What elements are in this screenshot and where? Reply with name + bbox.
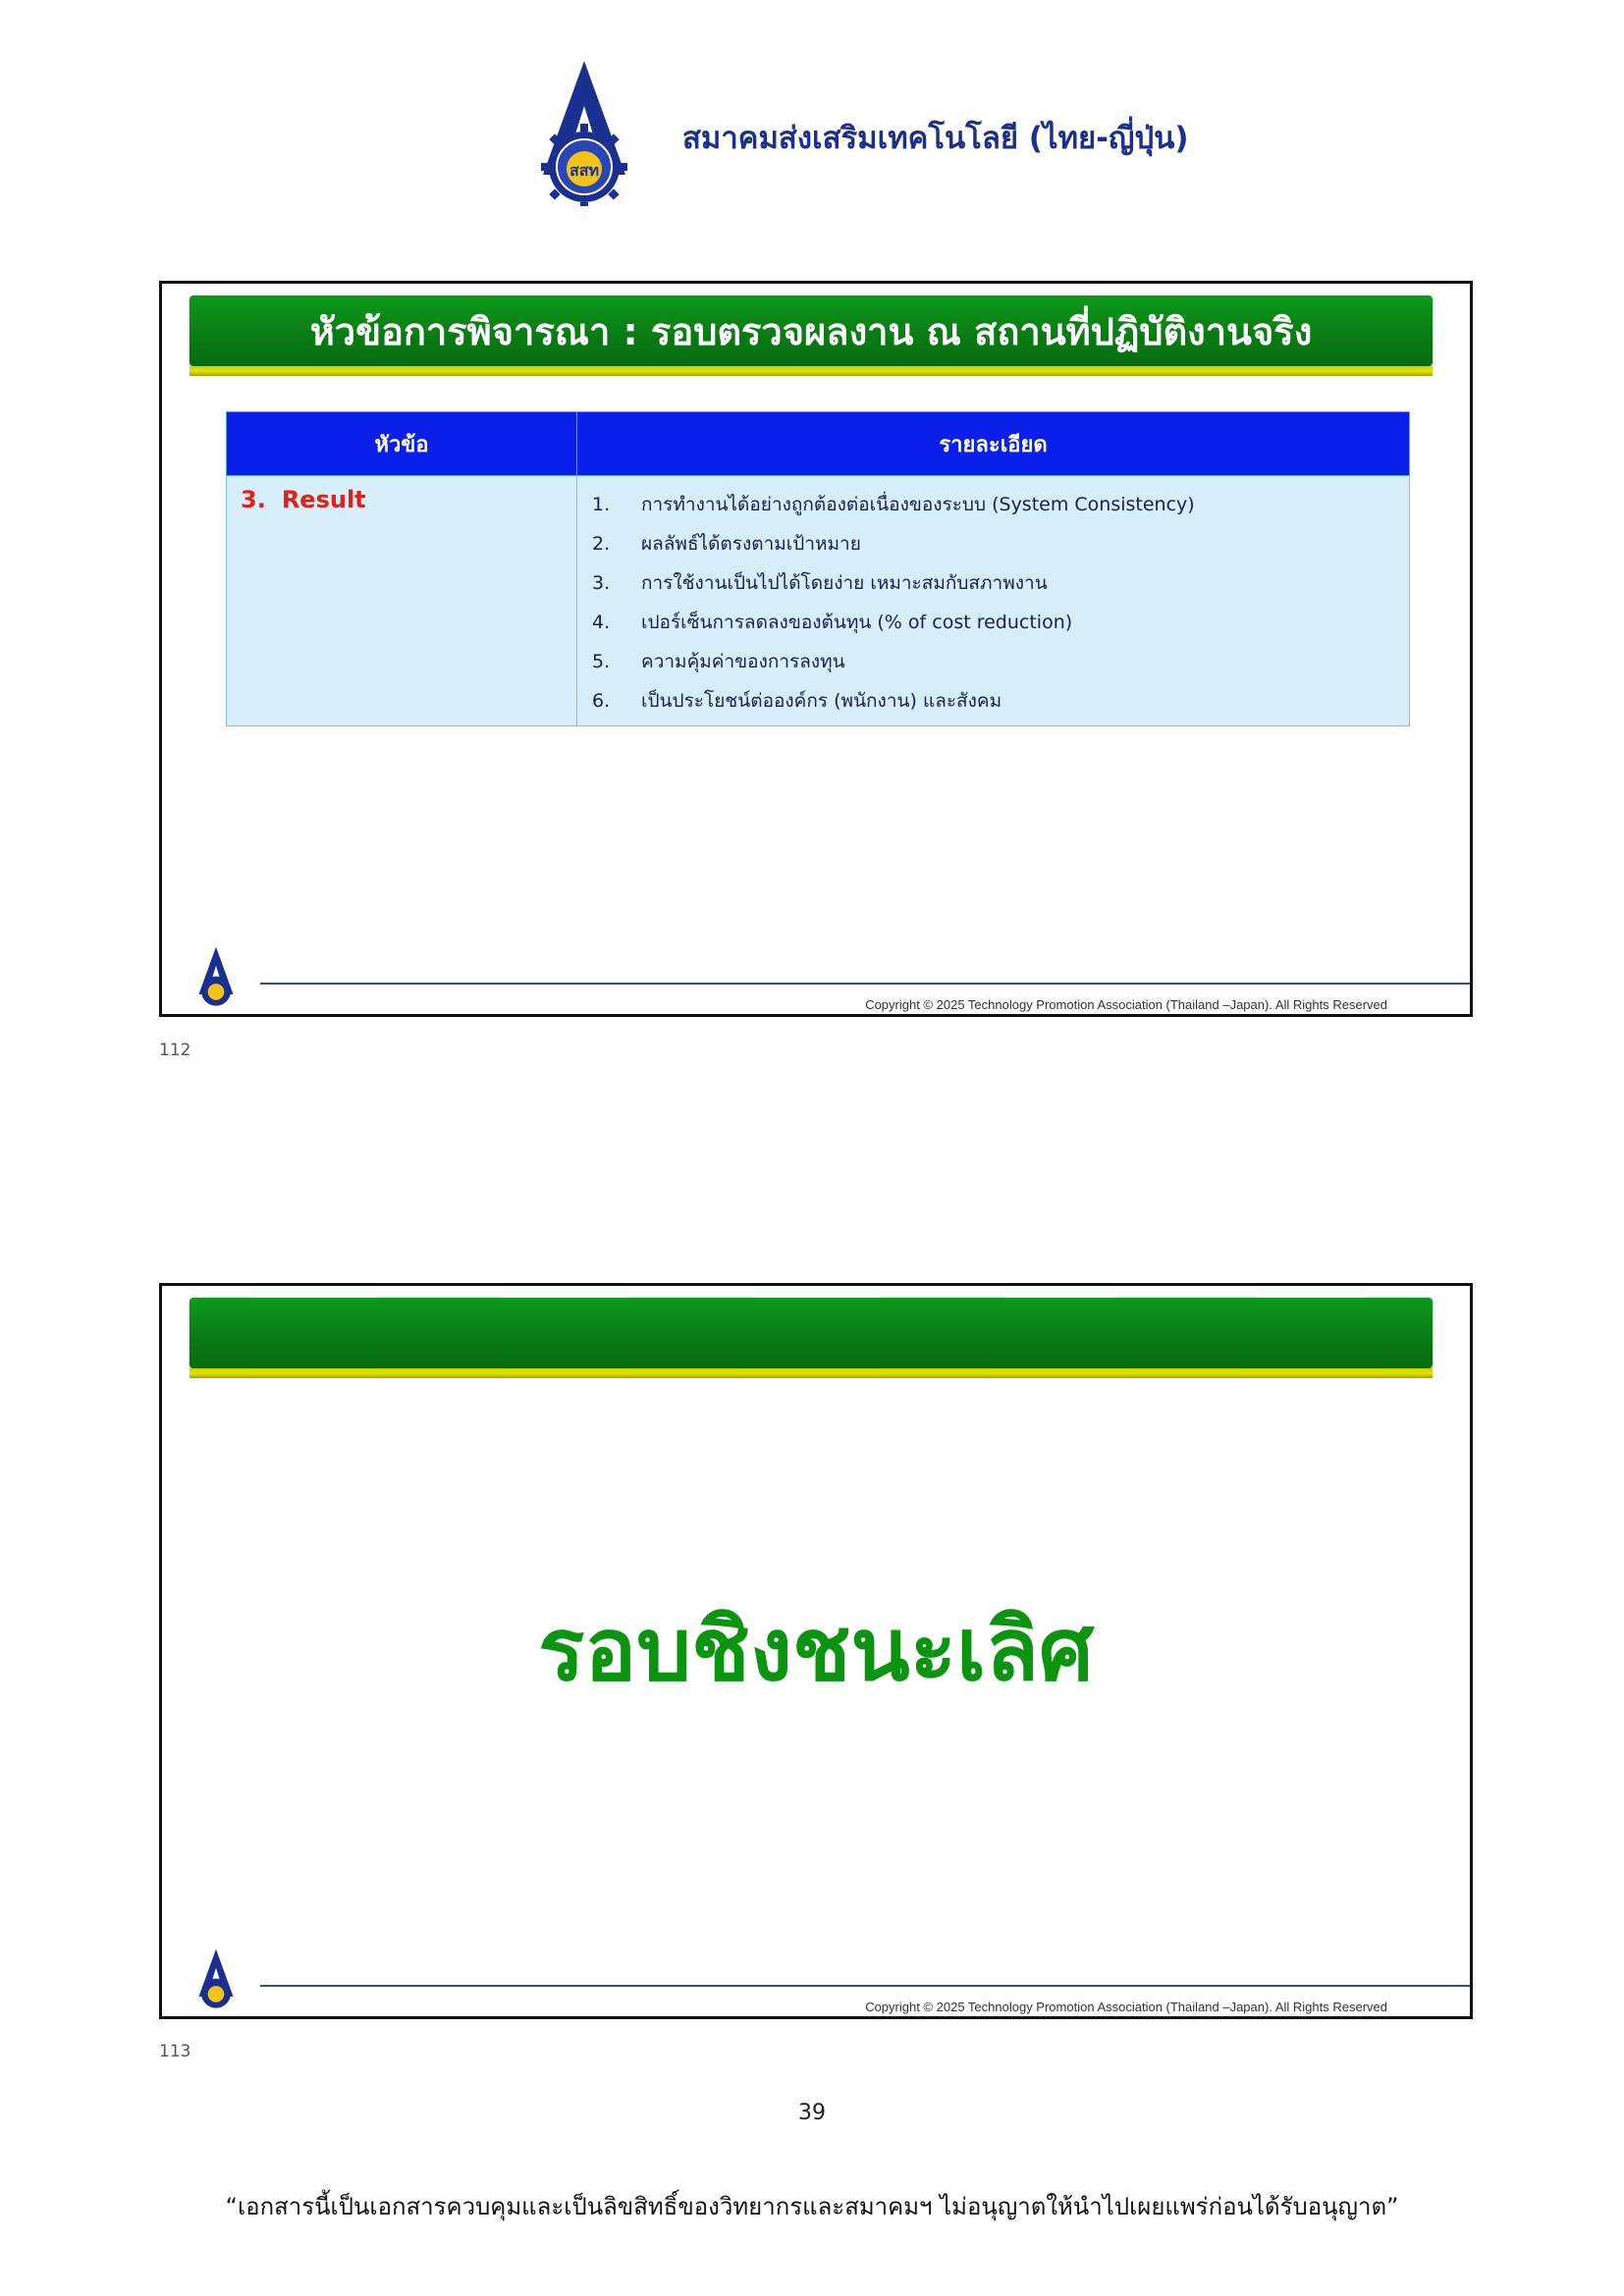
column-header-details: รายละเอียด <box>577 412 1410 476</box>
title-underline <box>189 1368 1433 1378</box>
topic-number: 3. <box>241 486 266 513</box>
copyright-notice: Copyright © 2025 Technology Promotion Association (Thailand –Japan). All Rights Reserved <box>865 997 1387 1012</box>
copyright-notice: Copyright © 2025 Technology Promotion Association (Thailand –Japan). All Rights Reserved <box>865 2000 1387 2014</box>
list-item <box>592 563 1408 603</box>
slide-title <box>189 1298 1433 1368</box>
title-underline <box>189 366 1433 376</box>
item-number: 3. <box>592 572 611 594</box>
details-cell <box>577 476 1410 726</box>
footer-logo <box>191 945 241 1008</box>
item-text: การทำงานได้อย่างถูกต้องต่อเนื่องของระบบ (System Consistency) <box>641 494 1195 515</box>
association-logo <box>525 59 643 206</box>
slide-113 <box>159 1283 1473 2019</box>
item-text: เปอร์เซ็นการลดลงของต้นทุน (% of cost reduction) <box>641 612 1073 633</box>
list-item <box>592 524 1408 563</box>
list-item <box>592 603 1408 642</box>
page-header <box>525 59 1188 206</box>
criteria-table <box>226 411 1410 726</box>
topic-cell <box>227 476 577 726</box>
details-list <box>578 477 1408 724</box>
topic-label: Result <box>281 486 366 513</box>
item-text: เป็นประโยชน์ต่อองค์กร (พนักงาน) และสังคม <box>641 690 1002 712</box>
slide-title: หัวข้อการพิจารณา : รอบตรวจผลงาน ณ สถานที่ปฏิบัติงานจริง <box>189 295 1433 366</box>
item-number: 2. <box>592 533 611 555</box>
page-number: 39 <box>798 2101 826 2125</box>
table-row <box>227 476 1410 726</box>
slide-number: 113 <box>159 2042 191 2061</box>
slide-112 <box>159 281 1473 1017</box>
item-number: 1. <box>592 494 611 515</box>
svg-text:สสท: สสท <box>568 161 600 180</box>
slide-number: 112 <box>159 1041 191 1060</box>
item-text: ผลลัพธ์ได้ตรงตามเป้าหมาย <box>641 533 861 555</box>
organization-name: สมาคมส่งเสริมเทคโนโลยี (ไทย-ญี่ปุ่น) <box>682 121 1189 156</box>
disclaimer-text: “เอกสารนี้เป็นเอกสารควบคุมและเป็นลิขสิทธิ์ของวิทยากรและสมาคมฯ ไม่อนุญาตให้นำไปเผยแพร่ก่อนได้รับอนุญาต” <box>225 2193 1399 2220</box>
item-number: 4. <box>592 612 611 633</box>
footer-divider <box>260 983 1470 985</box>
item-text: ความคุ้มค่าของการลงทุน <box>641 651 845 672</box>
footer-logo <box>191 1948 241 2010</box>
list-item <box>592 642 1408 681</box>
column-header-topic: หัวข้อ <box>227 412 577 476</box>
item-number: 6. <box>592 690 611 712</box>
list-item <box>592 681 1408 721</box>
footer-divider <box>260 1985 1470 1987</box>
list-item <box>592 485 1408 524</box>
section-title: รอบชิงชนะเลิศ <box>538 1599 1094 1700</box>
item-number: 5. <box>592 651 611 672</box>
item-text: การใช้งานเป็นไปได้โดยง่าย เหมาะสมกับสภาพงาน <box>641 572 1048 594</box>
